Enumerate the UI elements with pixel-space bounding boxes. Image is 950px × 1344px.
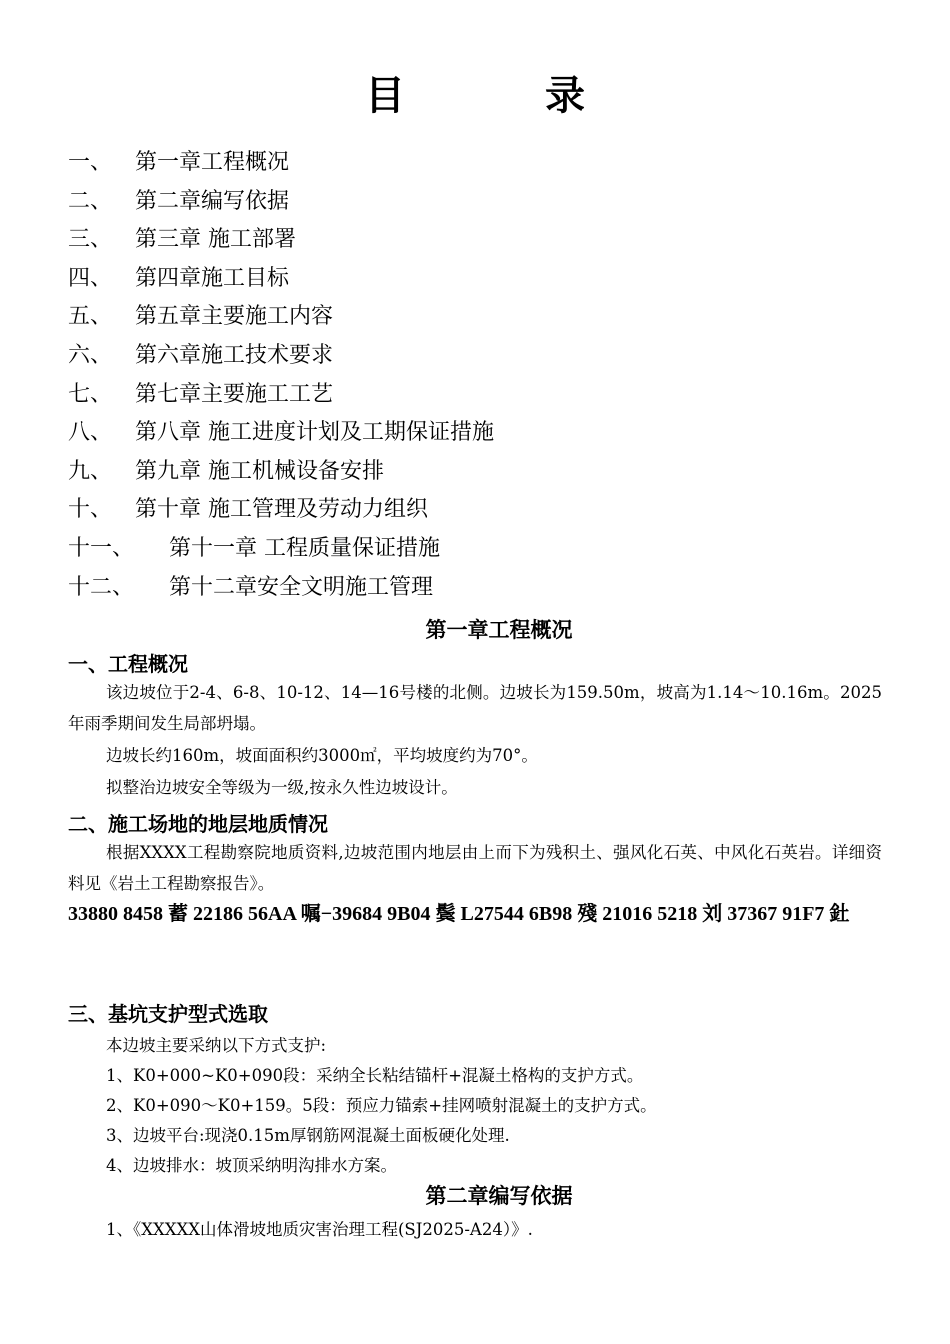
toc-item-label: 第四章施工目标 bbox=[135, 265, 290, 291]
section-3-heading: 三、基坑支护型式选取 bbox=[68, 1002, 268, 1026]
section-1-paragraph: 该边坡位于2-4、6-8、10-12、14—16号楼的北侧。边坡长为159.50m，坡高为1.14～10.16m。2025年雨季期间发生局部坍塌。 bbox=[68, 683, 882, 733]
section-1-paragraph: 边坡长约160m，坡面面积约3000㎡，平均坡度约为70°。 bbox=[106, 746, 538, 765]
toc-item-number: 六、 bbox=[68, 342, 113, 368]
toc-item-label: 第一章工程概况 bbox=[135, 150, 290, 175]
toc-item[interactable] bbox=[68, 569, 494, 608]
toc-item[interactable] bbox=[68, 298, 494, 337]
toc-item-number: 十一、 bbox=[68, 535, 135, 561]
toc-item-number: 十二、 bbox=[68, 574, 135, 600]
section-3-intro: 本边坡主要采纳以下方式支护: bbox=[106, 1036, 327, 1055]
toc-item-number: 十、 bbox=[68, 497, 113, 523]
toc-item-label: 第十二章安全文明施工管理 bbox=[169, 574, 434, 600]
toc-item[interactable] bbox=[68, 221, 494, 260]
toc-item[interactable] bbox=[68, 183, 494, 222]
garbled-text-block: 33880 8458 蓄 22186 56AA 嘱−39684 9B04 鬓 L27544 6B98 殘 21016 5218 刘 37367 91F7 釷 bbox=[68, 903, 850, 925]
toc-item[interactable] bbox=[68, 376, 494, 415]
toc-item-label: 第七章主要施工工艺 bbox=[135, 381, 334, 407]
section-2-paragraph: 根据XXXX工程勘察院地质资料,边坡范围内地层由上而下为残积土、强风化石英、中风化石英岩。详细资料见《岩土工程勘察报告》。 bbox=[68, 843, 882, 893]
toc-item[interactable] bbox=[68, 453, 494, 492]
toc-item-number: 九、 bbox=[68, 458, 113, 484]
toc-item-label: 第十章 施工管理及劳动力组织 bbox=[135, 497, 428, 523]
toc-item[interactable] bbox=[68, 414, 494, 453]
toc-item-number: 一、 bbox=[68, 150, 113, 175]
toc-item[interactable] bbox=[68, 337, 494, 376]
toc-item-number: 五、 bbox=[68, 304, 113, 330]
toc-item-label: 第六章施工技术要求 bbox=[135, 342, 334, 368]
toc-item-number: 七、 bbox=[68, 381, 113, 407]
list-item: 2、K0+090～K0+159。5段：预应力锚索+挂网喷射混凝土的支护方式。 bbox=[106, 1096, 657, 1115]
list-item: 1、K0+000~K0+090段：采纳全长粘结锚杆+混凝土格构的支护方式。 bbox=[106, 1066, 644, 1085]
toc-item-label: 第三章 施工部署 bbox=[135, 227, 296, 253]
list-item: 1、《XXXXX山体滑坡地质灾害治理工程(SJ2025-A24）》. bbox=[106, 1220, 533, 1239]
toc-item-label: 第五章主要施工内容 bbox=[135, 304, 334, 330]
toc-item-number: 八、 bbox=[68, 420, 113, 446]
toc-item[interactable] bbox=[68, 530, 494, 569]
list-item: 4、边坡排水：坡顶采纳明沟排水方案。 bbox=[106, 1156, 397, 1175]
list-item: 3、边坡平台:现浇0.15m厚钢筋网混凝土面板硬化处理. bbox=[106, 1126, 510, 1145]
toc-item-number: 三、 bbox=[68, 227, 113, 253]
section-2-heading: 二、施工场地的地层地质情况 bbox=[68, 812, 328, 836]
toc-item[interactable] bbox=[68, 491, 494, 530]
chapter-1-title: 第一章工程概况 bbox=[425, 618, 573, 642]
toc-title: 目 录 bbox=[365, 73, 635, 119]
section-1-paragraph: 拟整治边坡安全等级为一级,按永久性边坡设计。 bbox=[106, 778, 458, 797]
section-1-heading: 一、工程概况 bbox=[68, 652, 188, 676]
toc-item-number: 四、 bbox=[68, 265, 113, 291]
toc-item-label: 第二章编写依据 bbox=[135, 188, 290, 214]
toc-item[interactable] bbox=[68, 260, 494, 299]
table-of-contents bbox=[68, 144, 494, 607]
toc-item-number: 二、 bbox=[68, 188, 113, 214]
toc-item-label: 第九章 施工机械设备安排 bbox=[135, 458, 384, 484]
toc-item[interactable] bbox=[68, 144, 494, 183]
toc-item-label: 第十一章 工程质量保证措施 bbox=[169, 535, 440, 561]
chapter-2-title: 第二章编写依据 bbox=[425, 1184, 573, 1208]
toc-item-label: 第八章 施工进度计划及工期保证措施 bbox=[135, 420, 494, 446]
